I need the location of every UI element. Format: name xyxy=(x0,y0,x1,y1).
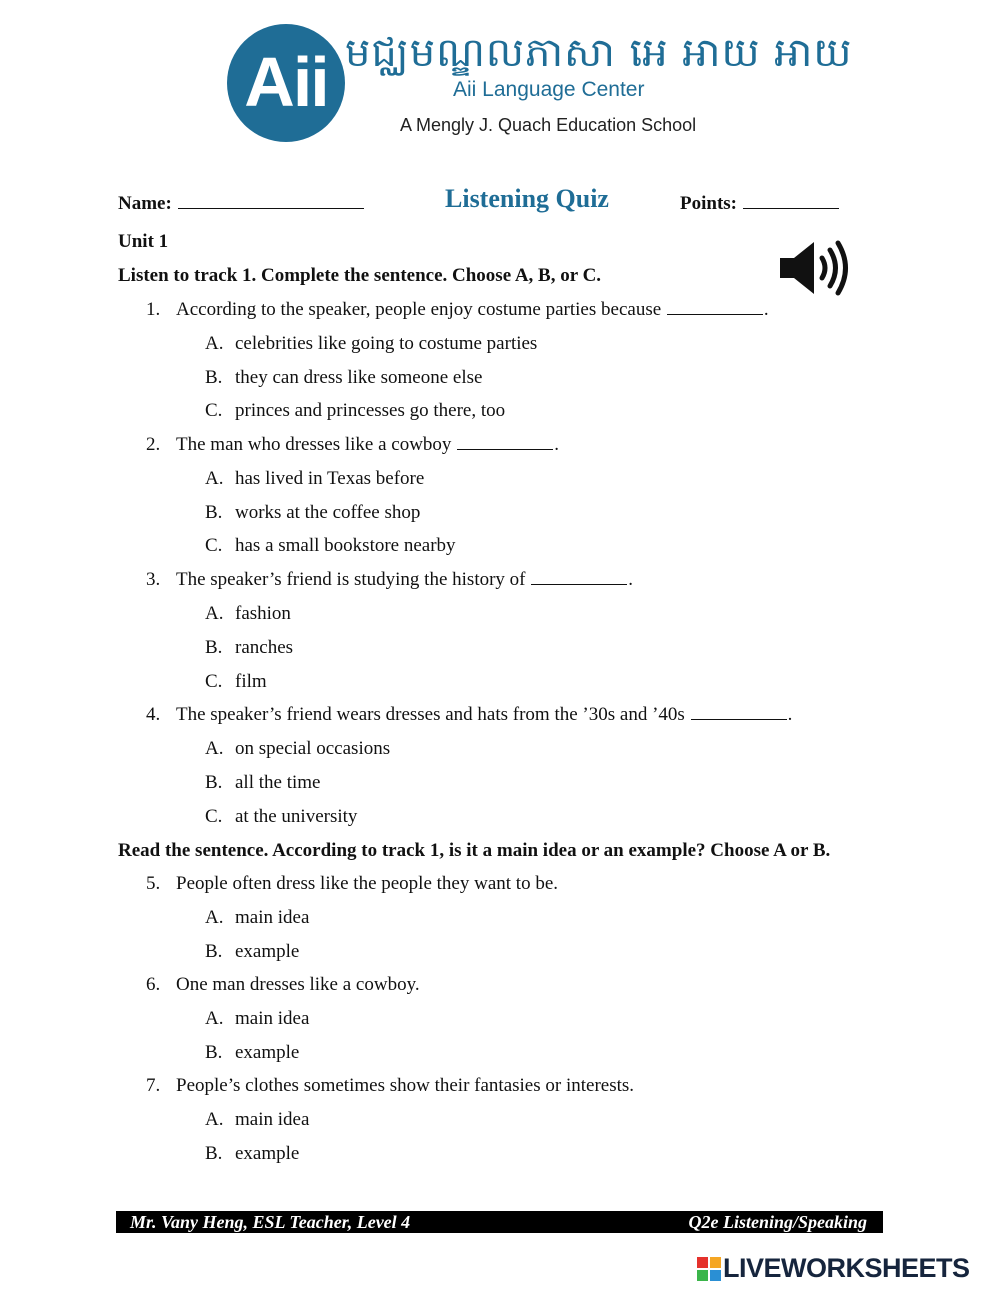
option-text[interactable]: at the university xyxy=(235,806,358,827)
question-number: 3. xyxy=(146,569,161,590)
option-letter: C. xyxy=(205,400,223,421)
points-field[interactable] xyxy=(680,192,839,215)
option-letter: A. xyxy=(205,907,224,928)
option-letter: B. xyxy=(205,502,223,523)
center-name: Aii Language Center xyxy=(453,78,645,101)
option-text[interactable]: main idea xyxy=(235,1008,310,1029)
option-text[interactable]: has lived in Texas before xyxy=(235,468,425,489)
option-letter: A. xyxy=(205,1109,224,1130)
option-text[interactable]: main idea xyxy=(235,1109,310,1130)
name-field[interactable] xyxy=(118,192,364,215)
option-letter: C. xyxy=(205,806,223,827)
option-text[interactable]: example xyxy=(235,941,300,962)
option-text[interactable]: fashion xyxy=(235,603,291,624)
option-letter: B. xyxy=(205,1143,223,1164)
name-label: Name: xyxy=(118,193,172,214)
option-letter: A. xyxy=(205,333,224,354)
question-number: 6. xyxy=(146,974,161,995)
option-letter: B. xyxy=(205,941,223,962)
question-text: According to the speaker, people enjoy costume parties because xyxy=(176,299,662,320)
khmer-center-name: មជ្ឈមណ្ឌលភាសា អេ អាយ អាយ xyxy=(345,30,853,76)
page-title: Listening Quiz xyxy=(445,184,609,213)
option-letter: A. xyxy=(205,1008,224,1029)
option-letter: B. xyxy=(205,637,223,658)
option-letter: B. xyxy=(205,772,223,793)
option-letter: A. xyxy=(205,468,224,489)
question-number: 5. xyxy=(146,873,161,894)
option-text[interactable]: has a small bookstore nearby xyxy=(235,535,456,556)
question-text: The speaker’s friend is studying the history of xyxy=(176,569,526,590)
answer-blank[interactable] xyxy=(531,570,627,585)
option-letter: C. xyxy=(205,671,223,692)
option-letter: B. xyxy=(205,1042,223,1063)
question-text: One man dresses like a cowboy. xyxy=(176,974,420,995)
option-letter: A. xyxy=(205,738,224,759)
section2-instruction: Read the sentence. According to track 1, is it a main idea or an example? Choose A or B. xyxy=(118,840,831,861)
option-text[interactable]: works at the coffee shop xyxy=(235,502,421,523)
question-number: 2. xyxy=(146,434,161,455)
watermark-text: LIVEWORKSHEETS xyxy=(723,1253,970,1283)
question-text: People often dress like the people they want to be. xyxy=(176,873,559,894)
question-number: 4. xyxy=(146,704,161,725)
option-letter: A. xyxy=(205,603,224,624)
option-text[interactable]: princes and princesses go there, too xyxy=(235,400,506,421)
speaker-volume-icon[interactable] xyxy=(778,238,850,298)
option-text[interactable]: main idea xyxy=(235,907,310,928)
question-number: 1. xyxy=(146,299,161,320)
option-text[interactable]: example xyxy=(235,1042,300,1063)
liveworksheets-logo-icon xyxy=(697,1257,721,1281)
points-blank[interactable] xyxy=(743,192,839,209)
option-text[interactable]: celebrities like going to costume parties xyxy=(235,333,538,354)
footer-bar xyxy=(116,1211,883,1233)
option-letter: C. xyxy=(205,535,223,556)
points-label: Points: xyxy=(680,193,737,214)
option-text[interactable]: all the time xyxy=(235,772,321,793)
liveworksheets-watermark[interactable] xyxy=(697,1253,970,1285)
option-text[interactable]: on special occasions xyxy=(235,738,391,759)
question-text: People’s clothes sometimes show their fantasies or interests. xyxy=(176,1075,635,1096)
option-text[interactable]: they can dress like someone else xyxy=(235,367,483,388)
logo-text: Aii xyxy=(244,43,328,121)
school-name: A Mengly J. Quach Education School xyxy=(400,115,697,135)
option-letter: B. xyxy=(205,367,223,388)
question-text: The man who dresses like a cowboy xyxy=(176,434,452,455)
footer-course: Q2e Listening/Speaking xyxy=(688,1212,867,1232)
option-text[interactable]: example xyxy=(235,1143,300,1164)
footer-teacher: Mr. Vany Heng, ESL Teacher, Level 4 xyxy=(130,1212,411,1232)
option-text[interactable]: ranches xyxy=(235,637,294,658)
question-number: 7. xyxy=(146,1075,161,1096)
answer-blank[interactable] xyxy=(457,435,553,450)
unit-label: Unit 1 xyxy=(118,231,169,252)
section1-instruction: Listen to track 1. Complete the sentence. Choose A, B, or C. xyxy=(118,265,602,286)
answer-blank[interactable] xyxy=(691,705,787,720)
option-text[interactable]: film xyxy=(235,671,267,692)
question-text: The speaker’s friend wears dresses and hats from the ’30s and ’40s xyxy=(176,704,685,725)
name-blank[interactable] xyxy=(178,192,364,209)
answer-blank[interactable] xyxy=(667,300,763,315)
